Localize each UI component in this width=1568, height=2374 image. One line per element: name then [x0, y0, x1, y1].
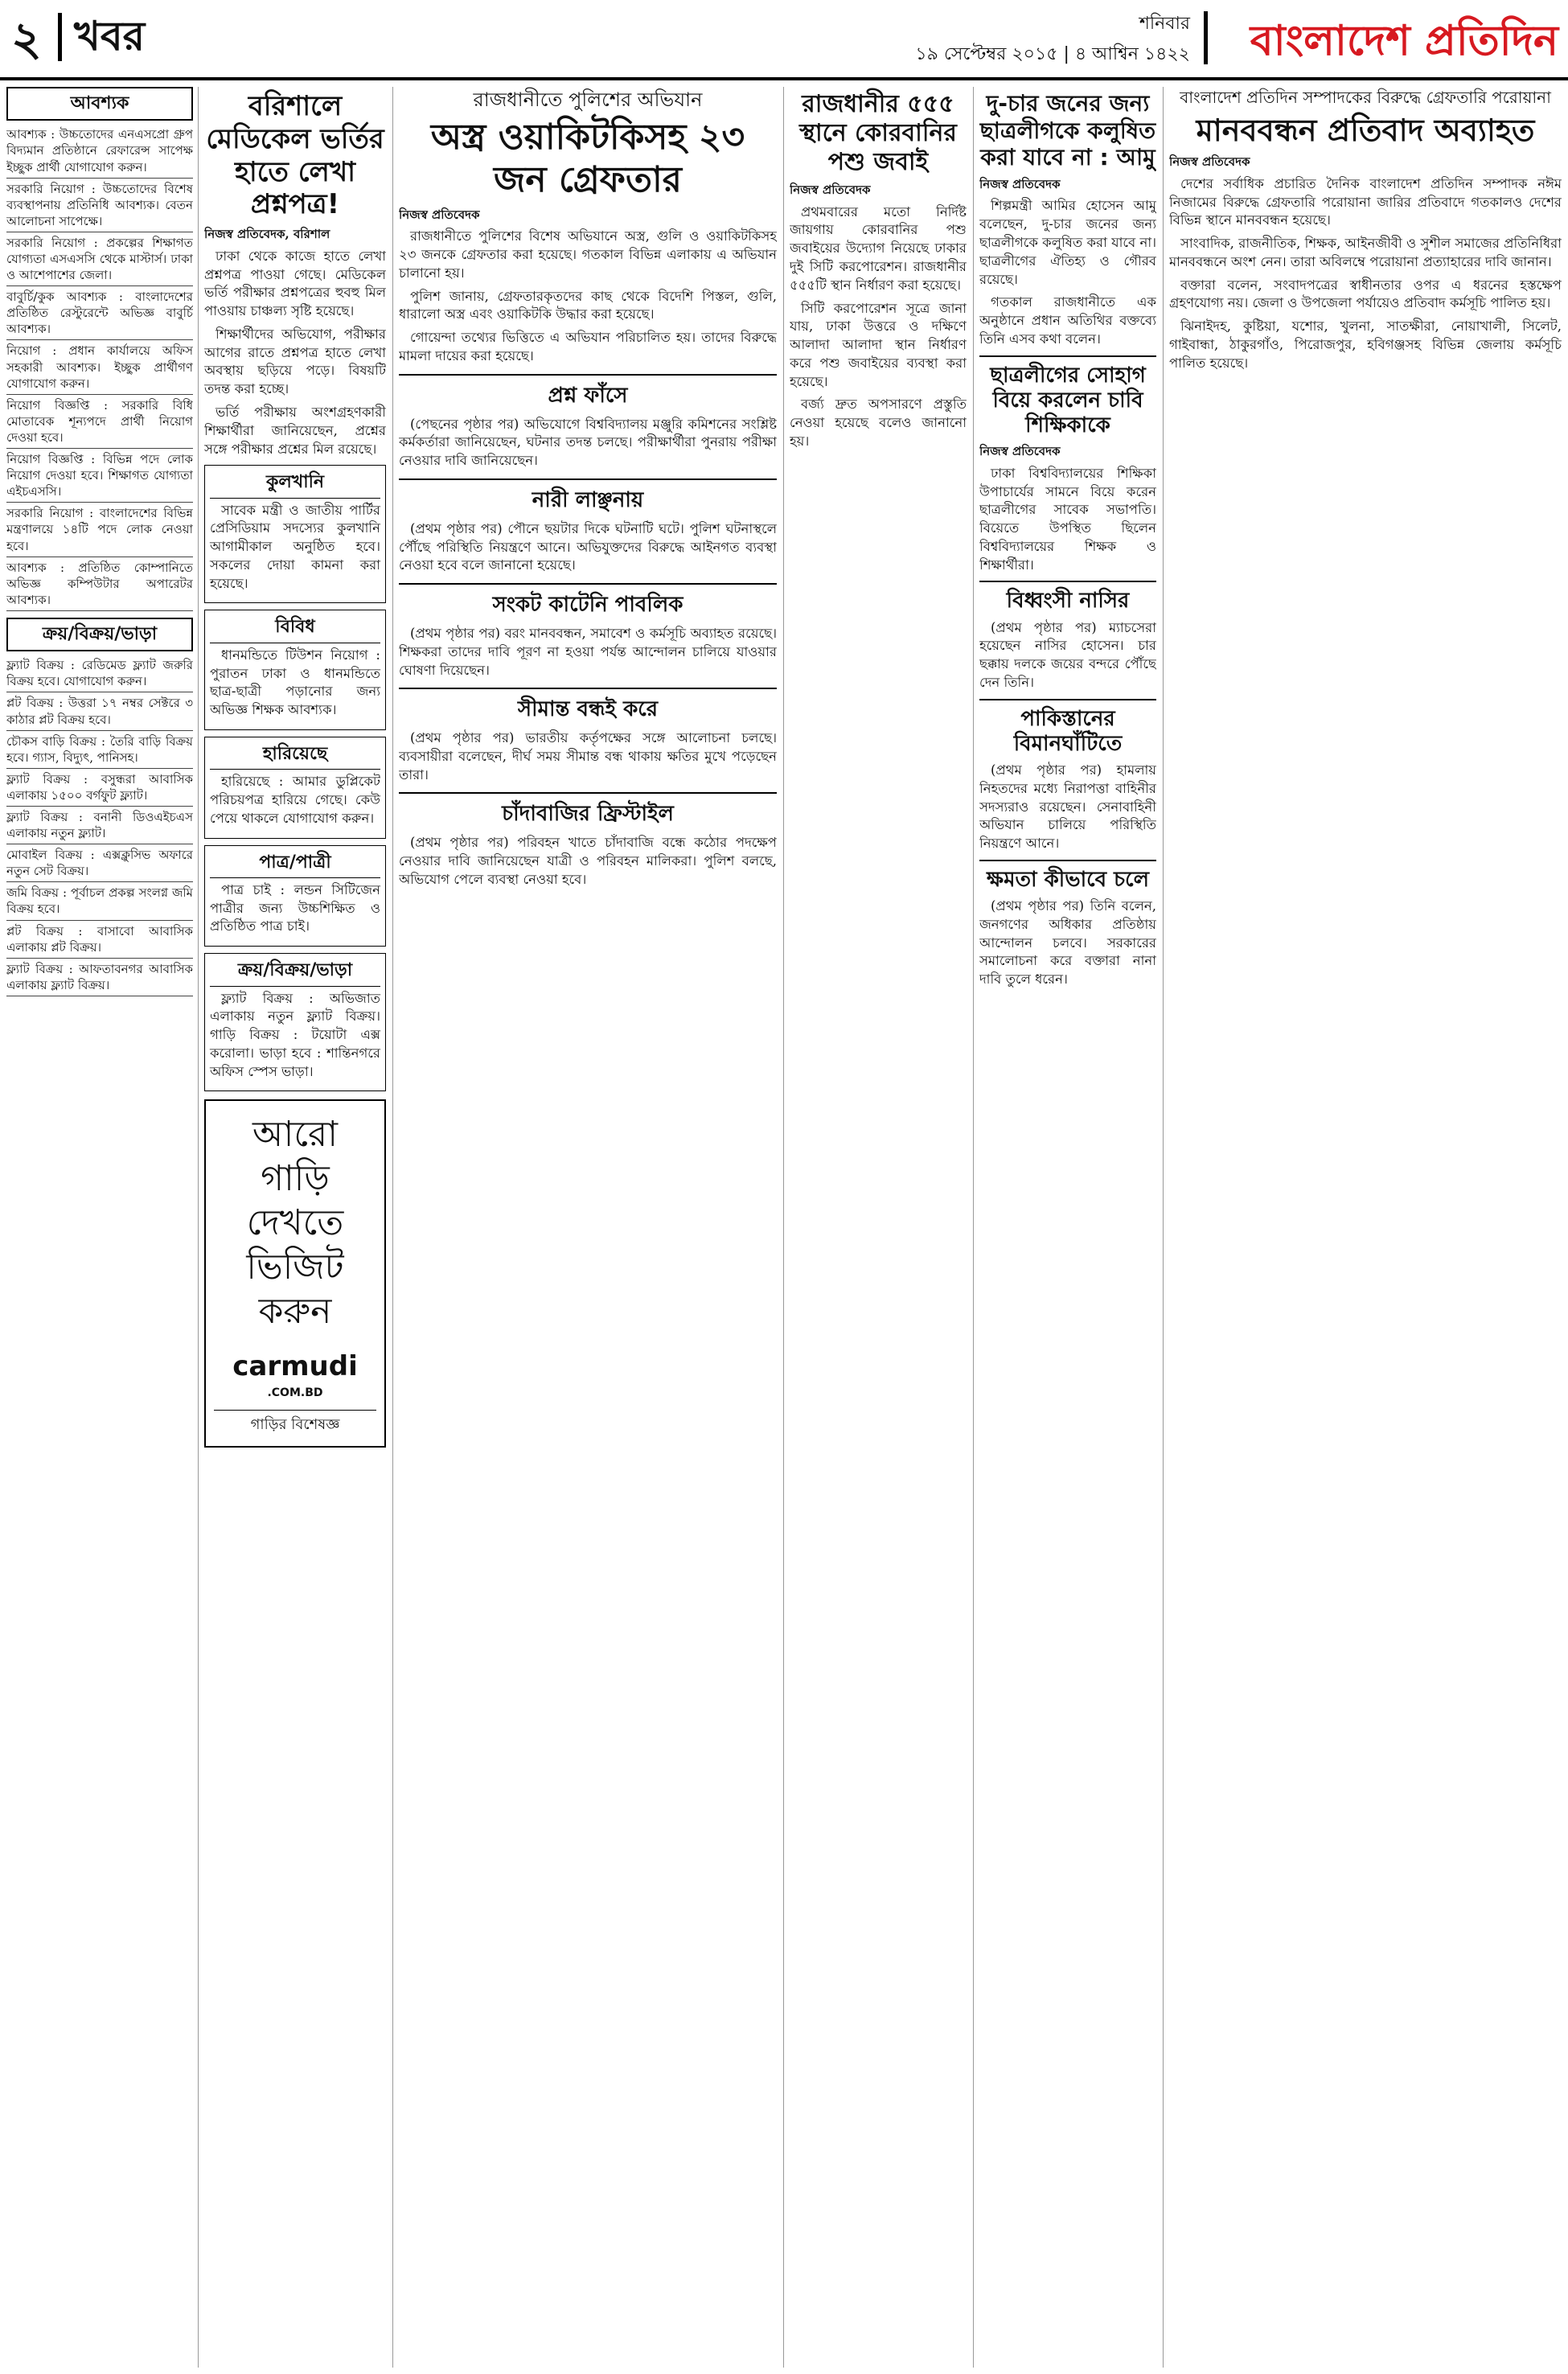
classified-item: চৌকস বাড়ি বিক্রয় : তৈরি বাড়ি বিক্রয় হবে। গ্যাস, বিদ্যুৎ, পানিসহ। [6, 731, 193, 769]
article-paragraph: (প্রথম পৃষ্ঠার পর) পৌনে ছয়টার দিকে ঘটনাটি ঘটে। পুলিশ ঘটনাস্থলে পৌঁছে পরিস্থিতি নিয়ন্ত্রণে আনে। অভিযুক্তদের বিরুদ্ধে আইনগত ব্যবস্থা নেওয়া হবে বলে জানানো হয়েছে। [399, 520, 777, 573]
column-2 [204, 87, 386, 2368]
column-4 [790, 87, 967, 2368]
article-paragraph: দেশের সর্বাধিক প্রচারিত দৈনিক বাংলাদেশ প্রতিদিন সম্পাদক নঈম নিজামের বিরুদ্ধে গ্রেফতারি পরোয়ানা জারির প্রতিবাদে গতকালও দেশের বিভিন্ন স্থানে মানববন্ধন হয়েছে। [1169, 175, 1562, 228]
notice-title: হারিয়েছে [210, 742, 380, 770]
article-paragraph: প্রথমবারের মতো নির্দিষ্ট জায়গায় কোরবানির পশু জবাইয়ের উদ্যোগ নিয়েছে ঢাকার দুই সিটি করপোরেশন। রাজধানীর ৫৫৫টি স্থান নির্ধারণ করা হয়েছে। [790, 203, 967, 293]
jump-headline: প্রশ্ন ফাঁসে [399, 374, 777, 411]
kicker: রাজধানীতে পুলিশের অভিযান [473, 88, 703, 111]
article-paragraph: বর্জ্য দ্রুত অপসারণে প্রস্তুতি নেওয়া হয়েছে বলেও জানানো হয়। [790, 396, 967, 449]
brand-logo: বাংলাদেশ প্রতিদিন [1250, 17, 1558, 65]
byline: নিজস্ব প্রতিবেদক [979, 176, 1061, 191]
carmudi-ad[interactable] [204, 1099, 386, 1448]
article-paragraph: ঝিনাইদহ, কুষ্টিয়া, যশোর, খুলনা, সাতক্ষীরা, নোয়াখালী, সিলেট, গাইবান্ধা, ঠাকুরগাঁও, পিরোজপুর, হবিগঞ্জসহ বিভিন্ন জেলায় কর্মসূচি পালিত হয়েছে। [1169, 318, 1562, 371]
headline: মানববন্ধন প্রতিবাদ অব্যাহত [1196, 112, 1535, 148]
column-3 [399, 87, 777, 2368]
notice-box [204, 737, 386, 839]
classified-item: সরকারি নিয়োগ : উচ্চতোদের বিশেষ ব্যবস্থাপনায় প্রতিনিধি আবশ্যক। বেতন আলোচনা সাপেক্ষে। [6, 179, 193, 232]
column-rule [973, 87, 974, 2368]
column-6 [1169, 87, 1562, 2368]
notice-text: পাত্র চাই : লন্ডন সিটিজেন পাত্রীর জন্য উচ্চশিক্ষিত ও প্রতিষ্ঠিত পাত্র চাই। [210, 881, 380, 934]
section-divider [979, 699, 1156, 700]
classified-item: আবশ্যক : উচ্চতোদের এনএসপ্রো গ্রুপ বিদ্যমান প্রতিষ্ঠানে রেফারেন্স সাপেক্ষ ইচ্ছুক প্রার্থী যোগাযোগ করুন। [6, 124, 193, 178]
notice-title: কুলখানি [210, 470, 380, 498]
classifieds-list [6, 124, 193, 611]
classified-item: ফ্ল্যাট বিক্রয় : বসুন্ধরা আবাসিক এলাকায় ১৫০০ বর্গফুট ফ্ল্যাট। [6, 769, 193, 807]
jump-headline: সীমান্ত বন্ধই করে [399, 688, 777, 725]
ad-text: আরো গাড়ি দেখতে ভিজিট করুন [246, 1114, 344, 1333]
section-divider [979, 860, 1156, 861]
article-paragraph: গতকাল রাজধানীতে এক অনুষ্ঠানে প্রধান অতিথির বক্তব্যে তিনি এসব কথা বলেন। [979, 294, 1156, 347]
classifieds-heading: ক্রয়/বিক্রয়/ভাড়া [6, 618, 193, 651]
headline: দু-চার জনের জন্য ছাত্রলীগকে কলুষিত করা যাবে না : আমু [979, 90, 1156, 171]
ad-tagline: গাড়ির বিশেষজ্ঞ [214, 1410, 376, 1435]
column-rule [1163, 87, 1164, 2368]
article-paragraph: (প্রথম পৃষ্ঠার পর) বরং মানববন্ধন, সমাবেশ ও কর্মসূচি অব্যাহত রয়েছে। শিক্ষকরা তাদের দাবি পূরণ না হওয়া পর্যন্ত আন্দোলন চালিয়ে যাওয়ার ঘোষণা দিয়েছেন। [399, 625, 777, 678]
classified-item: ফ্ল্যাট বিক্রয় : রেডিমেড ফ্ল্যাট জরুরি বিক্রয় হবে। যোগাযোগ করুন। [6, 655, 193, 692]
brand-divider [1204, 11, 1208, 64]
article-paragraph: (প্রথম পৃষ্ঠার পর) ভারতীয় কর্তৃপক্ষের সঙ্গে আলোচনা চলছে। ব্যবসায়ীরা বলেছেন, দীর্ঘ সময় সীমান্ত বন্ধ থাকায় ক্ষতির মুখে পড়েছেন তারা। [399, 730, 777, 782]
classified-item: মোবাইল বিক্রয় : এক্সক্লুসিভ অফারে নতুন সেট বিক্রয়। [6, 844, 193, 882]
jump-headline: চাঁদাবাজির ফ্রিস্টাইল [399, 792, 777, 829]
article-paragraph: (প্রথম পৃষ্ঠার পর) হামলায় নিহতদের মধ্যে নিরাপত্তা বাহিনীর সদস্যরাও রয়েছেন। সেনাবাহিনী অভিযান চালিয়ে পরিস্থিতি নিয়ন্ত্রণে আনে। [979, 762, 1156, 852]
byline: নিজস্ব প্রতিবেদক [979, 444, 1061, 459]
notice-title: ক্রয়/বিক্রয়/ভাড়া [210, 959, 380, 986]
carmudi-logo [214, 1348, 376, 1401]
notice-text: ধানমন্ডিতে টিউশন নিয়োগ : পুরাতন ঢাকা ও ধানমন্ডিতে ছাত্র-ছাত্রী পড়ানোর জন্য অভিজ্ঞ শিক্ষক আবশ্যক। [210, 647, 380, 718]
classified-item: নিয়োগ বিজ্ঞপ্তি : সরকারি বিধি মোতাবেক শূন্যপদে প্রার্থী নিয়োগ দেওয়া হবে। [6, 395, 193, 449]
ad-logo-sub: .COM.BD [267, 1386, 323, 1400]
notice-box [204, 953, 386, 1091]
classified-item: প্লট বিক্রয় : উত্তরা ১৭ নম্বর সেক্টরে ৩ কাঠার প্লট বিক্রয় হবে। [6, 692, 193, 730]
article-paragraph: শিল্পমন্ত্রী আমির হোসেন আমু বলেছেন, দু-চার জনের জন্য ছাত্রলীগকে কলুষিত করা যাবে না। ছাত্রলীগের ঐতিহ্য ও গৌরব রয়েছে। [979, 198, 1156, 287]
classified-item: সরকারি নিয়োগ : প্রকল্পের শিক্ষাগত যোগ্যতা এসএসসি থেকে মাস্টার্স। ঢাকা ও আশেপাশের জেলা। [6, 232, 193, 286]
classified-item: সরকারি নিয়োগ : বাংলাদেশের বিভিন্ন মন্ত্রণালয়ে ১৪টি পদে লোক নেওয়া হবে। [6, 503, 193, 557]
column-rule [392, 87, 393, 2368]
kicker: বাংলাদেশ প্রতিদিন সম্পাদকের বিরুদ্ধে গ্রেফতারি পরোয়ানা [1180, 88, 1551, 107]
classified-item: ফ্ল্যাট বিক্রয় : বনানী ডিওএইচএস এলাকায় নতুন ফ্ল্যাট। [6, 807, 193, 844]
headline: রাজধানীর ৫৫৫ স্থানে কোরবানির পশু জবাই [799, 90, 957, 176]
ad-logo-text: carmudi [232, 1350, 358, 1383]
article-paragraph: সিটি করপোরেশন সূত্রে জানা যায়, ঢাকা উত্তরে ও দক্ষিণে আলাদা আলাদা স্থান নির্ধারণ করে পশু জবাইয়ের ব্যবস্থা করা হয়েছে। [790, 300, 967, 389]
section-divider [979, 581, 1156, 582]
section-divider [979, 355, 1156, 357]
article-paragraph: রাজধানীতে পুলিশের বিশেষ অভিযানে অস্ত্র, গুলি ও ওয়াকিটকিসহ ২৩ জনকে গ্রেফতার করা হয়েছে। গতকাল বিভিন্ন এলাকায় এ অভিযান চালানো হয়। [399, 228, 777, 281]
notice-title: বিবিধ [210, 615, 380, 643]
headline: ক্ষমতা কীভাবে চলে [987, 867, 1149, 892]
article-paragraph: (প্রথম পৃষ্ঠার পর) তিনি বলেন, জনগণের অধিকার প্রতিষ্ঠায় আন্দোলন চলবে। সরকারের সমালোচনা করে বক্তারা নানা দাবি তুলে ধরেন। [979, 898, 1156, 988]
notice-text: সাবেক মন্ত্রী ও জাতীয় পার্টির প্রেসিডিয়াম সদস্যের কুলখানি আগামীকাল অনুষ্ঠিত হবে। সকলের দোয়া কামনা করা হয়েছে। [210, 502, 380, 591]
article-paragraph: গোয়েন্দা তথ্যের ভিত্তিতে এ অভিযান পরিচালিত হয়। তাদের বিরুদ্ধে মামলা দায়ের করা হয়েছে। [399, 330, 777, 363]
headline: ছাত্রলীগের সোহাগ বিয়ে করলেন চাবি শিক্ষিকাকে [990, 363, 1146, 437]
notice-title: পাত্র/পাত্রী [210, 851, 380, 878]
column-rule [198, 87, 199, 2368]
article-paragraph: পুলিশ জানায়, গ্রেফতারকৃতদের কাছ থেকে বিদেশি পিস্তল, গুলি, ধারালো অস্ত্র এবং ওয়াকিটকি উদ্ধার করা হয়েছে। [399, 288, 777, 322]
byline: নিজস্ব প্রতিবেদক [1169, 154, 1250, 170]
classified-item: বাবুর্চি/কুক আবশ্যক : বাংলাদেশের প্রতিষ্ঠিত রেস্টুরেন্টে অভিজ্ঞ বাবুর্চি আবশ্যক। [6, 286, 193, 340]
classified-item: আবশ্যক : প্রতিষ্ঠিত কোম্পানিতে অভিজ্ঞ কম্পিউটার অপারেটর আবশ্যক। [6, 557, 193, 611]
weekday: শনিবার [1139, 14, 1190, 34]
jump-headline: সংকট কাটেনি পাবলিক [399, 583, 777, 620]
byline: নিজস্ব প্রতিবেদক [790, 183, 871, 197]
date-line: ১৯ সেপ্টেম্বর ২০১৫ | ৪ আশ্বিন ১৪২২ [915, 44, 1190, 64]
article-paragraph: সাংবাদিক, রাজনীতিক, শিক্ষক, আইনজীবী ও সুশীল সমাজের প্রতিনিধিরা মানববন্ধনে অংশ নেন। তারা অবিলম্বে পরোয়ানা প্রত্যাহারের দাবি জানান। [1169, 236, 1562, 269]
article-paragraph: (প্রথম পৃষ্ঠার পর) পরিবহন খাতে চাঁদাবাজি বন্ধে কঠোর পদক্ষেপ নেওয়ার দাবি জানিয়েছেন যাত্রী ও পরিবহন মালিকরা। পুলিশ বলছে, অভিযোগ পেলে ব্যবস্থা নেওয়া হবে। [399, 835, 777, 887]
classifieds-heading: আবশ্যক [6, 87, 193, 121]
classified-item: নিয়োগ বিজ্ঞপ্তি : বিভিন্ন পদে লোক নিয়োগ দেওয়া হবে। শিক্ষাগত যোগ্যতা এইচএসসি। [6, 449, 193, 503]
column-rule [783, 87, 784, 2368]
notice-box [204, 610, 386, 729]
byline: নিজস্ব প্রতিবেদক [399, 207, 480, 222]
article-paragraph: (প্রথম পৃষ্ঠার পর) ম্যাচসেরা হয়েছেন নাসির হোসেন। চার ছক্কায় দলকে জয়ের বন্দরে পৌঁছে দেন তিনি। [979, 619, 1156, 690]
article-paragraph: ভর্তি পরীক্ষায় অংশগ্রহণকারী শিক্ষার্থীরা জানিয়েছেন, প্রশ্নের সঙ্গে পরীক্ষার প্রশ্নের মিল রয়েছে। [204, 405, 386, 457]
article-paragraph: ঢাকা বিশ্ববিদ্যালয়ের শিক্ষিকা উপাচার্যের সামনে বিয়ে করেন ছাত্রলীগের সাবেক সভাপতি। বিয়েতে উপস্থিত ছিলেন বিশ্ববিদ্যালয়ের শিক্ষক ও শিক্ষার্থীরা। [979, 465, 1156, 573]
column-5 [979, 87, 1156, 2368]
classifieds-column [6, 87, 193, 2368]
headline: অস্ত্র ওয়াকিটকিসহ ২৩ জন গ্রেফতার [430, 117, 745, 200]
classified-item: জমি বিক্রয় : পূর্বাচল প্রকল্প সংলগ্ন জমি বিক্রয় হবে। [6, 882, 193, 920]
section-name: খবর [74, 13, 146, 60]
masthead [0, 0, 1568, 80]
headline: বরিশালে মেডিকেল ভর্তির হাতে লেখা প্রশ্নপত্র! [206, 90, 384, 221]
classified-item: প্লট বিক্রয় : বাসাবো আবাসিক এলাকায় প্লট বিক্রয়। [6, 921, 193, 959]
article-paragraph: বক্তারা বলেন, সংবাদপত্রের স্বাধীনতার ওপর এ ধরনের হস্তক্ষেপ গ্রহণযোগ্য নয়। জেলা ও উপজেলা পর্যায়েও প্রতিবাদ কর্মসূচি পালিত হয়। [1169, 277, 1562, 311]
page-number: ২ [11, 11, 42, 66]
article-paragraph: (পেছনের পৃষ্ঠার পর) অভিযোগে বিশ্ববিদ্যালয় মঞ্জুরি কমিশনের সংশ্লিষ্ট কর্মকর্তারা জানিয়েছেন, ঘটনার তদন্ত চলছে। পরীক্ষার্থীরা পুনরায় পরীক্ষা নেওয়ার দাবি জানিয়েছেন। [399, 416, 777, 469]
byline: নিজস্ব প্রতিবেদক, বরিশাল [204, 227, 330, 242]
headline: পাকিস্তানের বিমানঘাঁটিতে [1013, 706, 1123, 756]
classified-item: নিয়োগ : প্রধান কার্যালয়ে অফিস সহকারী আবশ্যক। ইচ্ছুক প্রার্থীগণ যোগাযোগ করুন। [6, 340, 193, 394]
classifieds-list [6, 655, 193, 996]
classified-item: ফ্ল্যাট বিক্রয় : আফতাবনগর আবাসিক এলাকায় ফ্ল্যাট বিক্রয়। [6, 959, 193, 996]
notice-box [204, 845, 386, 947]
section-divider [58, 13, 62, 61]
notice-box [204, 465, 386, 603]
notice-text: ফ্ল্যাট বিক্রয় : অভিজাত এলাকায় নতুন ফ্ল্যাট বিক্রয়। গাড়ি বিক্রয় : টয়োটা এক্স করোলা। ভাড়া হবে : শান্তিনগরে অফিস স্পেস ভাড়া। [210, 990, 380, 1079]
notice-text: হারিয়েছে : আমার ডুপ্লিকেট পরিচয়পত্র হারিয়ে গেছে। কেউ পেয়ে থাকলে যোগাযোগ করুন। [210, 774, 380, 826]
article-paragraph: শিক্ষার্থীদের অভিযোগ, পরীক্ষার আগের রাতে প্রশ্নপত্র হাতে লেখা অবস্থায় ছড়িয়ে পড়ে। বিষয়টি তদন্ত করা হচ্ছে। [204, 326, 386, 397]
headline: বিধ্বংসী নাসির [1006, 589, 1130, 614]
article-paragraph: ঢাকা থেকে কাজে হাতে লেখা প্রশ্নপত্র পাওয়া গেছে। মেডিকেল ভর্তি পরীক্ষার প্রশ্নপত্রের হুবহু মিল পাওয়ায় চাঞ্চল্য সৃষ্টি হয়েছে। [204, 248, 386, 319]
jump-headline: নারী লাঞ্ছনায় [399, 478, 777, 515]
